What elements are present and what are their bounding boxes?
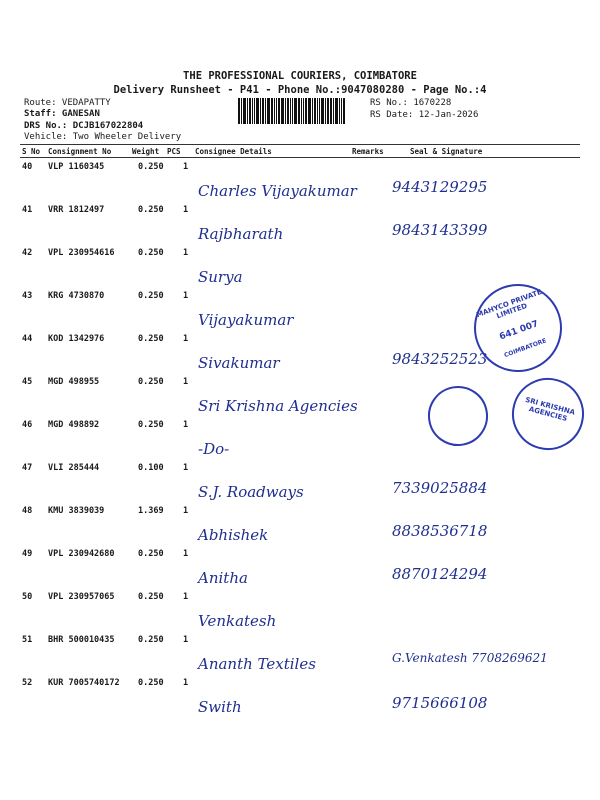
- row-sno: 41: [22, 205, 33, 215]
- row-consignment-no: VPL 230942680: [48, 549, 115, 559]
- row-sno: 52: [22, 678, 33, 688]
- row-signature: 9443129295: [392, 178, 488, 196]
- row-consignee: Ananth Textiles: [198, 655, 316, 673]
- row-weight: 0.250: [138, 420, 164, 430]
- row-consignment-no: KOD 1342976: [48, 334, 105, 344]
- row-consignee: Rajbharath: [198, 225, 284, 243]
- rs-date: RS Date: 12-Jan-2026: [370, 110, 479, 120]
- row-consignment-no: VRR 1812497: [48, 205, 105, 215]
- row-consignee: Charles Vijayakumar: [198, 182, 357, 200]
- row-consignee: Abhishek: [198, 526, 269, 544]
- row-pcs: 1: [183, 592, 189, 602]
- row-sno: 46: [22, 420, 33, 430]
- col-consignment: Consignment No: [48, 147, 112, 156]
- company-title: THE PROFESSIONAL COURIERS, COIMBATORE: [183, 70, 417, 82]
- mahyco-stamp-city: COIMBATORE: [503, 337, 548, 360]
- row-signature: 9715666108: [392, 694, 488, 712]
- row-consignment-no: VPL 230957065: [48, 592, 115, 602]
- row-weight: 0.250: [138, 549, 164, 559]
- row-sno: 49: [22, 549, 33, 559]
- row-pcs: 1: [183, 291, 189, 301]
- route-label: Route: VEDAPATTY: [24, 98, 111, 108]
- col-sno: S No: [22, 147, 41, 156]
- row-consignee: Vijayakumar: [198, 311, 294, 329]
- row-consignment-no: KMU 3839039: [48, 506, 105, 516]
- row-signature: G.Venkatesh 7708269621: [392, 651, 548, 665]
- runsheet-subtitle: Delivery Runsheet - P41 - Phone No.:9047080280 - Page No.:4: [113, 84, 487, 96]
- row-consignee: Venkatesh: [198, 612, 277, 630]
- row-sno: 43: [22, 291, 33, 301]
- row-pcs: 1: [183, 420, 189, 430]
- staff-label: Staff: GANESAN: [24, 109, 100, 119]
- row-signature: 9843143399: [392, 221, 488, 239]
- sri-krishna-stamp: [504, 370, 592, 458]
- row-sno: 47: [22, 463, 33, 473]
- row-consignment-no: BHR 500010435: [48, 635, 115, 645]
- col-remarks: Remarks: [352, 147, 384, 156]
- row-consignee: S.J. Roadways: [198, 483, 304, 501]
- row-consignment-no: KUR 7005740172: [48, 678, 120, 688]
- mahyco-stamp-name: MAHYCO PRIVATE LIMITED: [475, 287, 543, 321]
- row-sno: 42: [22, 248, 33, 258]
- row-sno: 48: [22, 506, 33, 516]
- row-pcs: 1: [183, 678, 189, 688]
- row-pcs: 1: [183, 205, 189, 215]
- row-pcs: 1: [183, 506, 189, 516]
- row-consignee: Anitha: [198, 569, 248, 587]
- row-consignee: Swith: [198, 698, 242, 716]
- row-weight: 0.250: [138, 334, 164, 344]
- row-sno: 40: [22, 162, 33, 172]
- row-pcs: 1: [183, 377, 189, 387]
- row-consignee: Surya: [198, 268, 243, 286]
- row-weight: 0.250: [138, 248, 164, 258]
- col-pcs: PCS: [167, 147, 181, 156]
- row-weight: 0.250: [138, 377, 164, 387]
- row-weight: 0.250: [138, 291, 164, 301]
- row-consignment-no: MGD 498955: [48, 377, 100, 387]
- row-sno: 51: [22, 635, 33, 645]
- row-weight: 1.369: [138, 506, 164, 516]
- vehicle-label: Vehicle: Two Wheeler Delivery: [24, 132, 182, 142]
- row-signature: 8870124294: [392, 565, 488, 583]
- sri-krishna-stamp-text: SRI KRISHNA AGENCIES: [524, 395, 576, 423]
- mahyco-stamp-number: 641 007: [498, 319, 540, 343]
- row-consignment-no: VLP 1160345: [48, 162, 105, 172]
- row-signature: 7339025884: [392, 479, 488, 497]
- row-weight: 0.250: [138, 205, 164, 215]
- header-bottom-rule: [20, 157, 580, 158]
- row-consignee: Sri Krishna Agencies: [198, 397, 358, 415]
- row-pcs: 1: [183, 635, 189, 645]
- row-pcs: 1: [183, 463, 189, 473]
- row-weight: 0.250: [138, 678, 164, 688]
- row-weight: 0.100: [138, 463, 164, 473]
- row-signature: 8838536718: [392, 522, 488, 540]
- row-signature: 9843252523: [392, 350, 488, 368]
- row-sno: 45: [22, 377, 33, 387]
- row-consignee: -Do-: [198, 440, 230, 458]
- row-consignment-no: VLI 285444: [48, 463, 100, 473]
- row-sno: 44: [22, 334, 33, 344]
- row-consignee: Sivakumar: [198, 354, 280, 372]
- row-pcs: 1: [183, 549, 189, 559]
- row-weight: 0.250: [138, 162, 164, 172]
- row-pcs: 1: [183, 162, 189, 172]
- header-top-rule: [20, 144, 580, 145]
- col-weight: Weight: [132, 147, 160, 156]
- row-consignment-no: MGD 498892: [48, 420, 100, 430]
- rs-number: RS No.: 1670228: [370, 98, 452, 108]
- row-weight: 0.250: [138, 592, 164, 602]
- col-seal: Seal & Signature: [410, 147, 483, 156]
- drs-label: DRS No.: DCJB167022804: [24, 121, 144, 131]
- sri-krishna-stamp-faded: [423, 381, 493, 451]
- barcode: [238, 98, 366, 124]
- row-pcs: 1: [183, 248, 189, 258]
- row-weight: 0.250: [138, 635, 164, 645]
- row-consignment-no: KRG 4730870: [48, 291, 105, 301]
- row-pcs: 1: [183, 334, 189, 344]
- row-sno: 50: [22, 592, 33, 602]
- row-consignment-no: VPL 230954616: [48, 248, 115, 258]
- col-consignee: Consignee Details: [195, 147, 272, 156]
